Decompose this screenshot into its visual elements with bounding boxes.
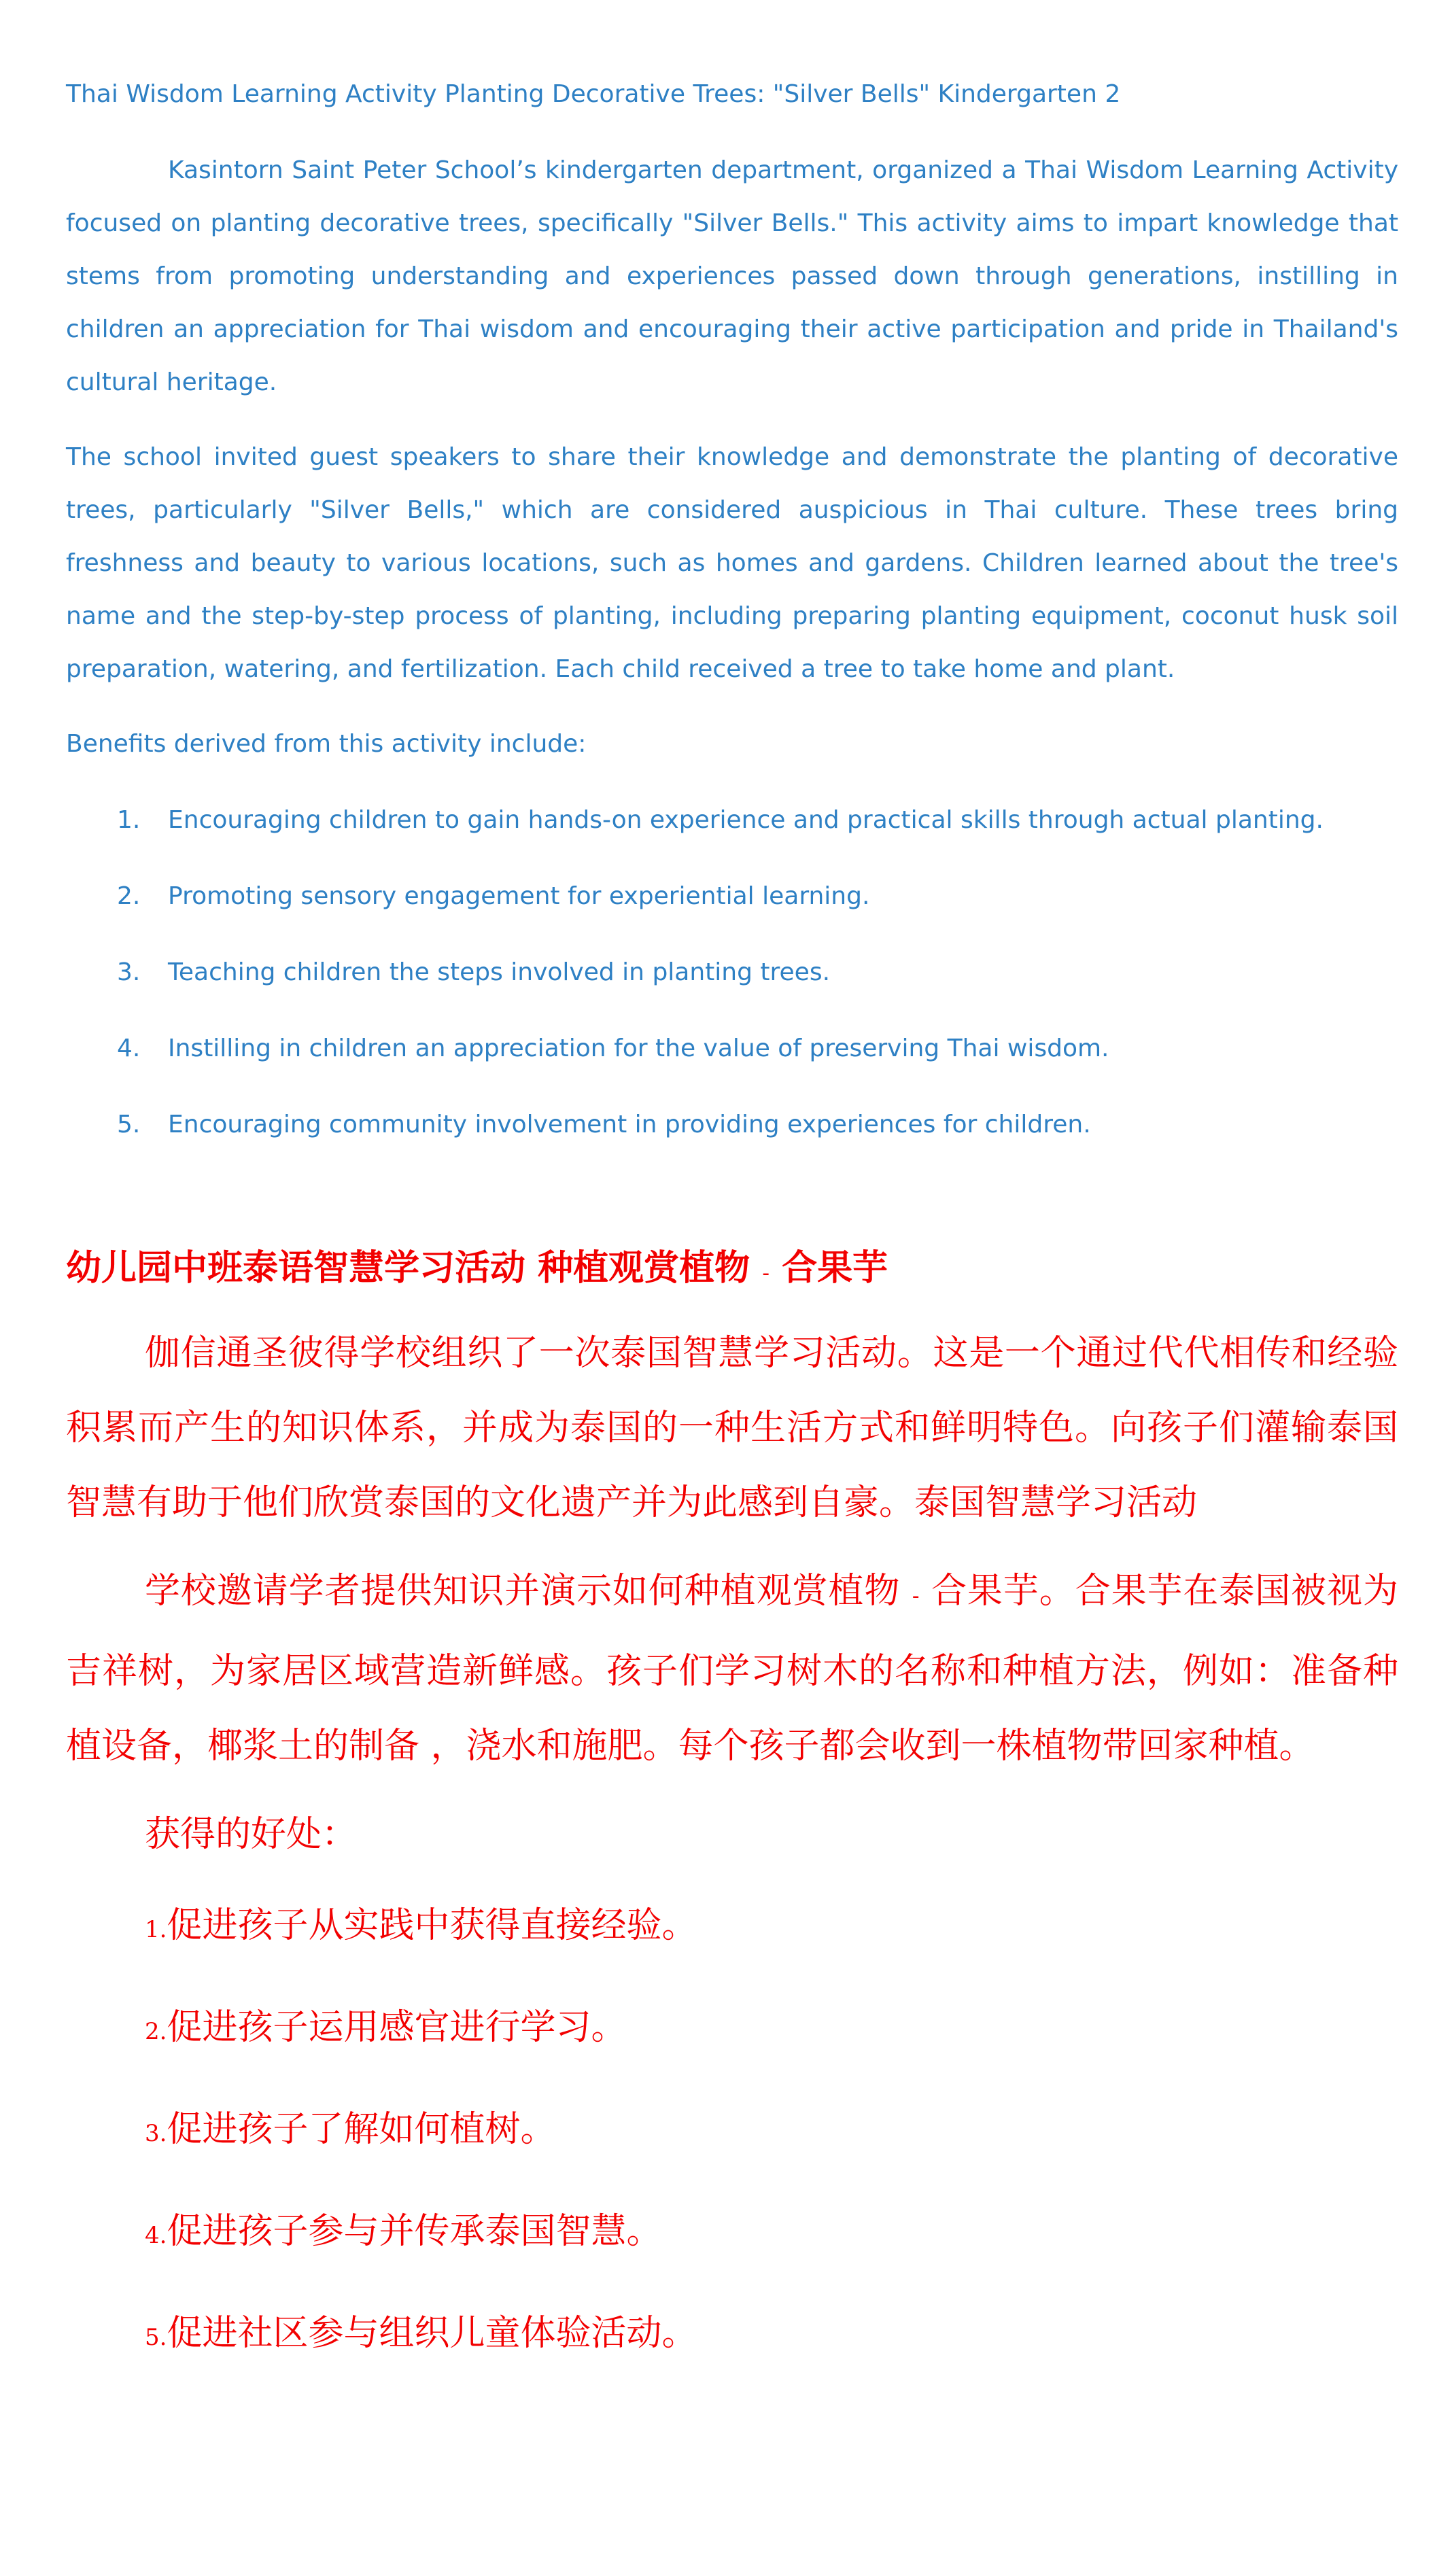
english-title: Thai Wisdom Learning Activity Planting Decorative Trees: "Silver Bells" Kindergarten 2 bbox=[66, 80, 1121, 108]
chinese-paragraph-2 bbox=[66, 1554, 1398, 1783]
chinese-title bbox=[66, 1234, 1398, 1308]
english-benefits-title: Benefits derived from this activity include: bbox=[66, 730, 587, 758]
list-number: 1. bbox=[145, 1916, 167, 1943]
list-number: 3. bbox=[117, 958, 141, 986]
chinese-paragraph-1: 伽信通圣彼得学校组织了一次泰国智慧学习活动。这是一个通过代代相传和经验积累而产生的知识体系，并成为泰国的一种生活方式和鲜明特色。向孩子们灌输泰国智慧有助于他们欣赏泰国的文化遗产并为此感到自豪。泰国智慧学习活动 bbox=[66, 1333, 1398, 1523]
chinese-paragraph-2-part1: 学校邀请学者提供知识并演示如何种植观赏植物 bbox=[145, 1571, 912, 1612]
english-paragraph-1: Kasintorn Saint Peter School’s kindergarten department, organized a Thai Wisdom Learning Activity focused on planting decorative trees, specifically "Silver Bells." This activity aims to impart knowledge that stems from promoting understanding and experiences passed down through generations, instilling in children an appreciation for Thai wisdom and encouraging their active participation and pride in Thailand's cultural heritage. bbox=[66, 156, 1398, 396]
list-item bbox=[66, 2194, 1398, 2273]
list-item bbox=[66, 2296, 1398, 2375]
list-item-text: Promoting sensory engagement for experiential learning. bbox=[168, 882, 870, 910]
list-number: 2. bbox=[117, 882, 141, 910]
list-item bbox=[66, 946, 1398, 999]
list-number: 5. bbox=[117, 1111, 141, 1138]
list-number: 5. bbox=[145, 2324, 167, 2351]
chinese-benefits-list bbox=[66, 1888, 1398, 2375]
document-page bbox=[66, 68, 1398, 2398]
list-item bbox=[66, 870, 1398, 923]
list-number: 4. bbox=[145, 2222, 167, 2249]
chinese-title-dash: - bbox=[762, 1261, 770, 1285]
list-item bbox=[66, 1022, 1398, 1075]
list-item-text: 促进孩子了解如何植树。 bbox=[167, 2109, 556, 2150]
list-item bbox=[66, 1098, 1398, 1151]
list-item-text: Encouraging children to gain hands-on experience and practical skills through actual planting. bbox=[168, 806, 1324, 834]
list-number: 2. bbox=[145, 2018, 167, 2045]
list-item-text: Teaching children the steps involved in planting trees. bbox=[168, 958, 831, 986]
chinese-title-part2: 合果芋 bbox=[770, 1248, 888, 1289]
list-item bbox=[66, 2092, 1398, 2171]
list-number: 4. bbox=[117, 1034, 141, 1062]
list-item bbox=[66, 1888, 1398, 1967]
english-benefits-list bbox=[66, 794, 1398, 1151]
list-item bbox=[66, 1990, 1398, 2069]
list-number: 3. bbox=[145, 2120, 167, 2147]
english-paragraph-2: The school invited guest speakers to share their knowledge and demonstrate the planting of decorative trees, particularly "Silver Bells," which are considered auspicious in Thai culture. These trees bring freshness and beauty to various locations, such as homes and gardens. Children learned about the tree's name and the step-by-step process of planting, including preparing planting equipment, coconut husk soil preparation, watering, and fertilization. Each child received a tree to take home and plant. bbox=[66, 443, 1398, 683]
list-item-text: 促进孩子运用感官进行学习。 bbox=[167, 2007, 627, 2048]
list-item-text: 促进社区参与组织儿童体验活动。 bbox=[167, 2313, 697, 2354]
english-section bbox=[66, 68, 1398, 1151]
list-item-text: 促进孩子参与并传承泰国智慧。 bbox=[167, 2211, 662, 2252]
chinese-benefits-title: 获得的好处： bbox=[145, 1814, 358, 1855]
chinese-title-part1: 幼儿园中班泰语智慧学习活动 种植观赏植物 bbox=[66, 1248, 763, 1289]
chinese-paragraph-2-part2: 合果芋。合果芋在泰国被视为吉祥树，为家居区域营造新鲜感。孩子们学习树木的名称和种植方法，例如：准备种植设备，椰浆土的制备 ，浇水和施肥。每个孩子都会收到一株植物带回家种植。 bbox=[66, 1571, 1399, 1766]
list-item bbox=[66, 794, 1398, 847]
list-item-text: Encouraging community involvement in providing experiences for children. bbox=[168, 1111, 1091, 1138]
list-item-text: 促进孩子从实践中获得直接经验。 bbox=[167, 1905, 697, 1946]
list-item-text: Instilling in children an appreciation for the value of preserving Thai wisdom. bbox=[168, 1034, 1109, 1062]
chinese-section bbox=[66, 1234, 1398, 2375]
chinese-paragraph-2-dash: - bbox=[912, 1584, 920, 1608]
list-number: 1. bbox=[117, 806, 141, 834]
